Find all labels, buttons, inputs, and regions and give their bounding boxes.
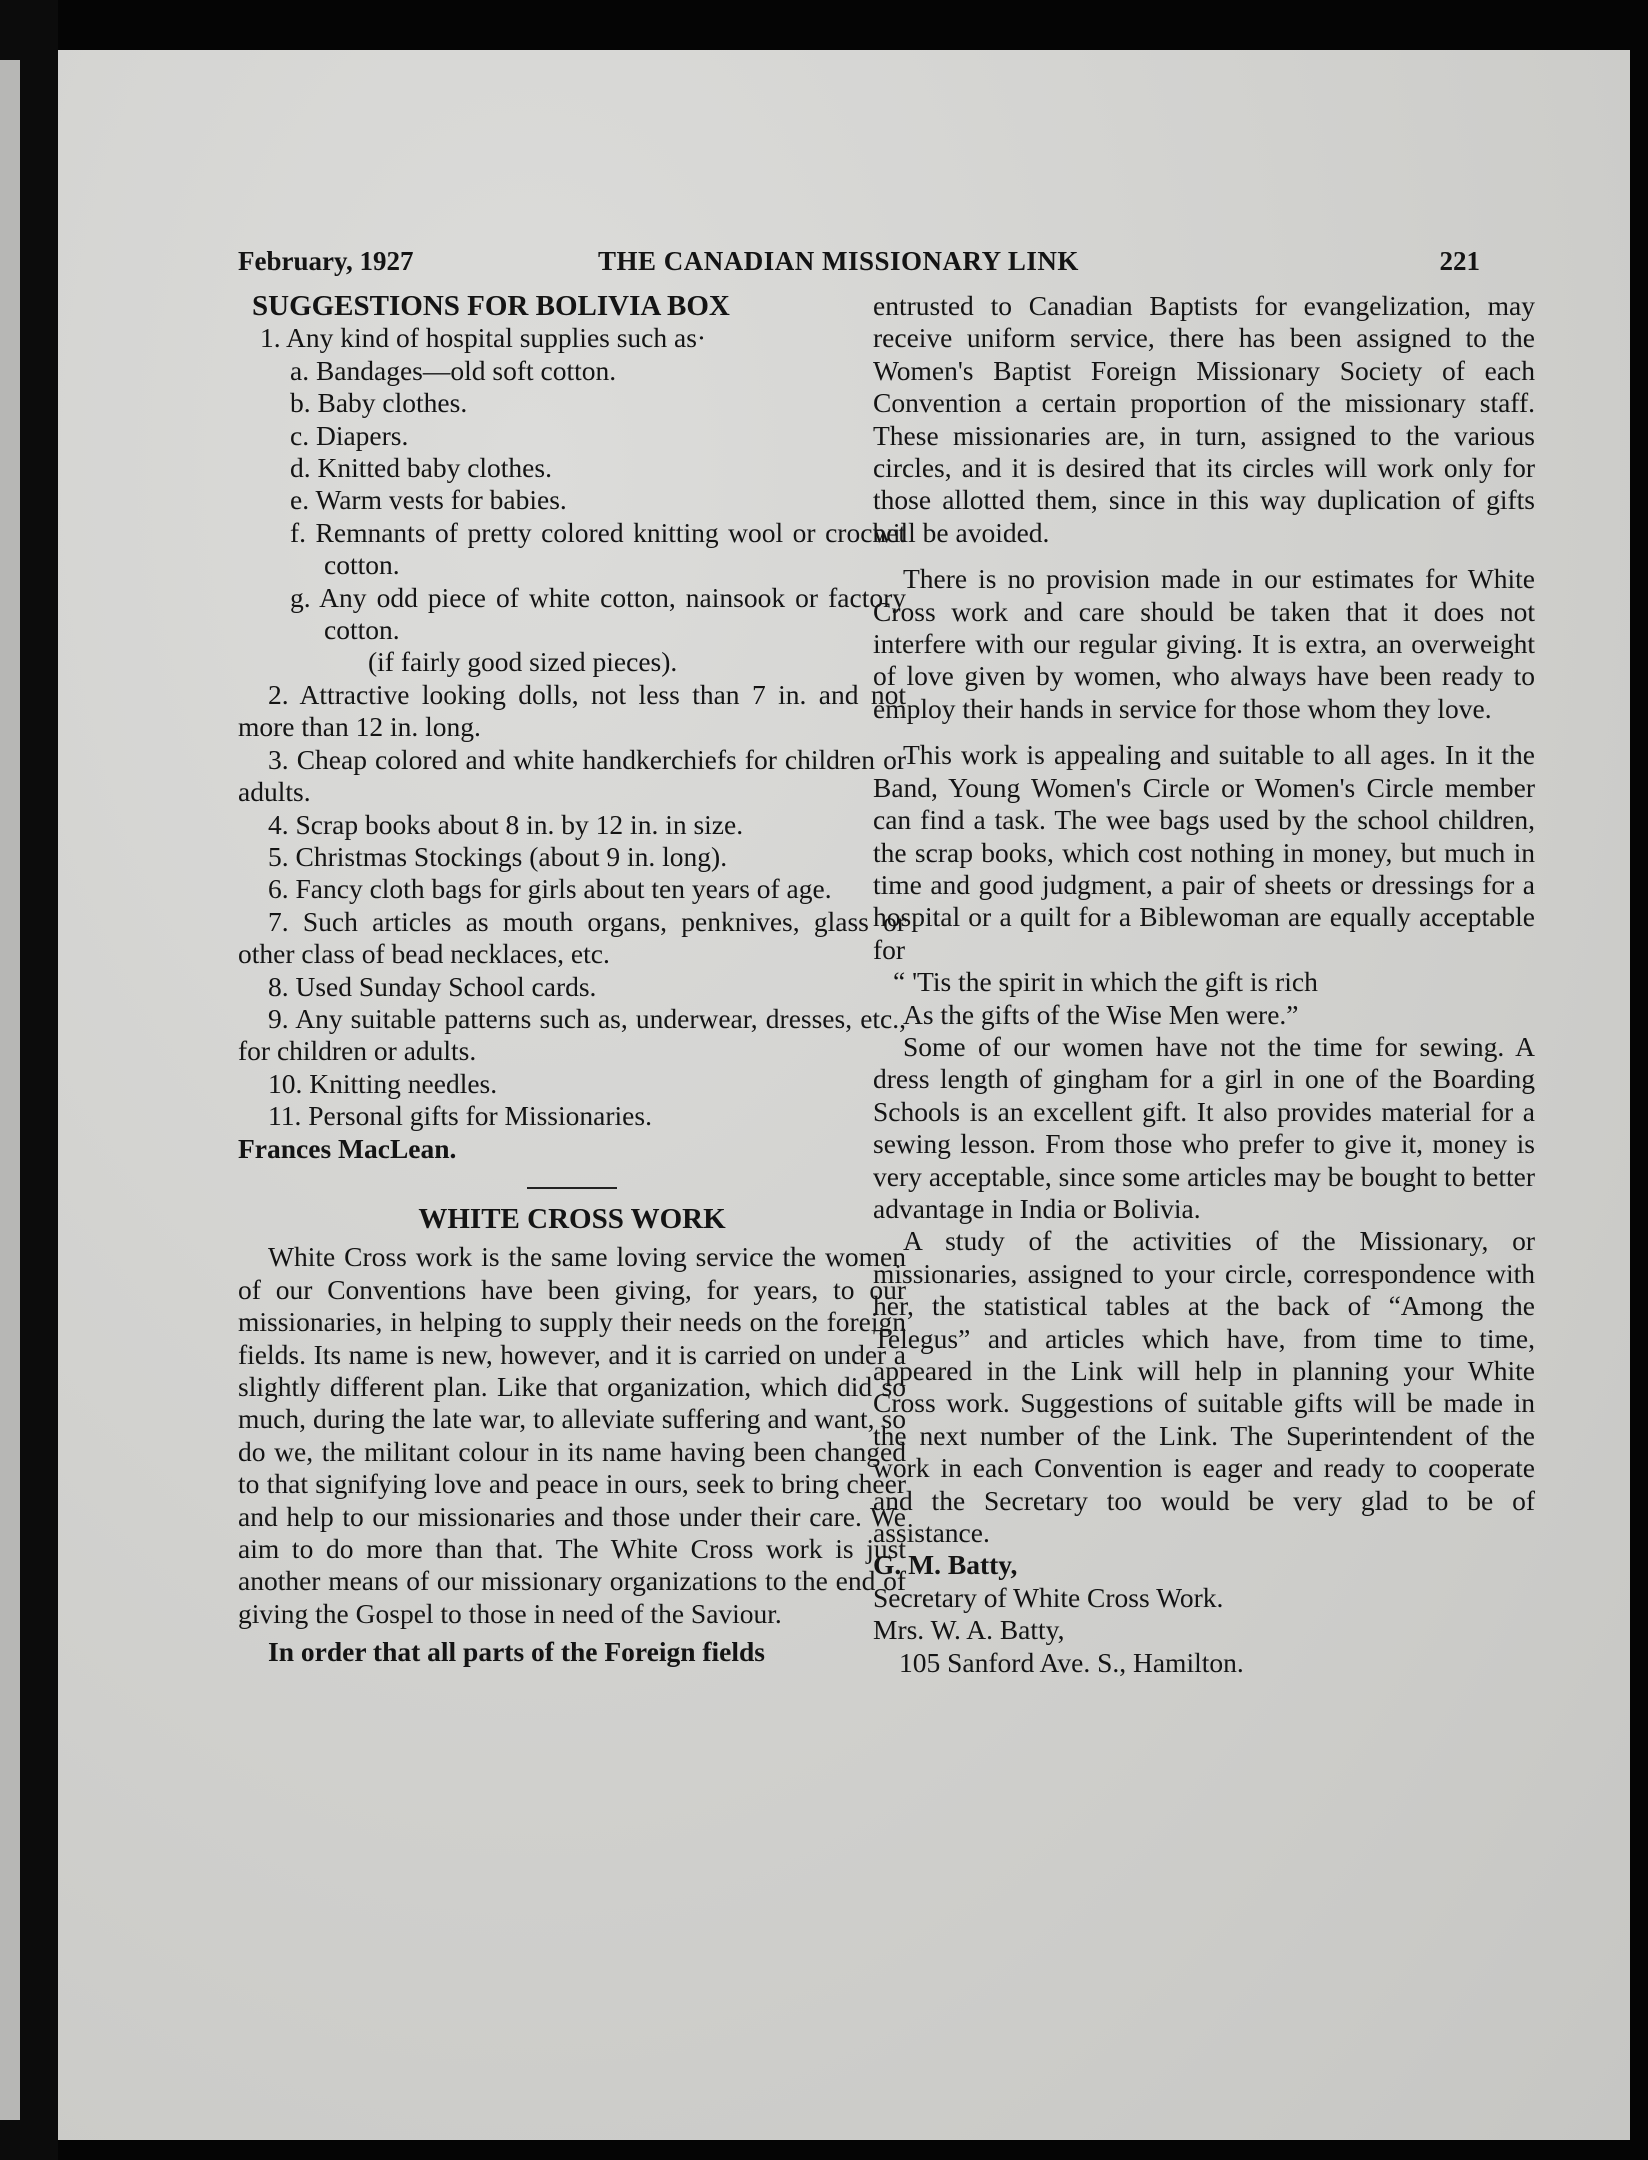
- section-divider: [527, 1187, 617, 1189]
- list-item: 8. Used Sunday School cards.: [268, 970, 597, 1002]
- address-street: 105 Sanford Ave. S., Hamilton.: [899, 1646, 1244, 1678]
- white-cross-para-2-start: [238, 1636, 906, 1668]
- bolivia-item-1: 1. Any kind of hospital supplies such as·: [260, 322, 707, 354]
- white-cross-para-4: This work is appealing and suitable to all ages. In it the Band, Young Women's Circle or Women's Circle member can find a task. The wee bags used by the school children, the scrap books, which cost nothing in money, but much in time and good judgment, a pair of sheets or dressings for a hospital or a quilt for a Biblewoman are equally acceptable for: [873, 739, 1535, 965]
- white-cross-para-6: A study of the activities of the Missionary, or missionaries, assigned to your circle, correspondence with her, the statistical tables at the back of “Among the Telegus” and articles which have, from time to time, appeared in the Link will help in planning your White Cross work. Suggestions of suitable gifts will be made in the next number of the Link. The Superintendent of the work in each Convention is eager and ready to cooperate and the Secretary too would be very glad to be of assistance.: [873, 1225, 1535, 1549]
- bolivia-signature: Frances MacLean.: [238, 1132, 457, 1164]
- journal-title: THE CANADIAN MISSIONARY LINK: [598, 246, 1079, 276]
- issue-date: February, 1927: [238, 246, 414, 276]
- white-cross-para-3: There is no provision made in our estimates for White Cross work and care should be taken that it does not interfere with our regular giving. It is extra, an overweight of love given by women, who always have been ready to employ their hands in service for those whom they love.: [873, 563, 1535, 724]
- white-cross-para-2-continued: entrusted to Canadian Baptists for evangelization, may receive uniform service, there has been assigned to the Women's Baptist Foreign Missionary Society of each Convention a certain proportion of the missionary staff. These missionaries are, in turn, assigned to the various circles, and it is desired that its circles will work only for those allotted them, since in this way duplication of gifts will be avoided.: [873, 290, 1535, 548]
- right-column: [873, 290, 1535, 1679]
- bolivia-heading: SUGGESTIONS FOR BOLIVIA BOX: [252, 290, 730, 322]
- list-item: g. Any odd piece of white cotton, nainsook or factory cotton.: [290, 581, 906, 646]
- list-item: 7. Such articles as mouth organs, penknives, glass or other class of bead necklaces, etc.: [238, 905, 906, 970]
- left-column: [238, 290, 906, 1669]
- white-cross-heading: WHITE CROSS WORK: [418, 1202, 726, 1235]
- list-item: d. Knitted baby clothes.: [290, 452, 552, 484]
- quote-line-1: “ 'Tis the spirit in which the gift is rich: [893, 966, 1318, 998]
- list-item: b. Baby clothes.: [290, 387, 468, 419]
- bolivia-sub-items: [238, 355, 906, 647]
- sub-note: (if fairly good sized pieces).: [368, 646, 678, 678]
- list-item: e. Warm vests for babies.: [290, 484, 567, 516]
- list-item: 6. Fancy cloth bags for girls about ten years of age.: [268, 873, 832, 905]
- page-edge-strip: [0, 60, 20, 2120]
- white-cross-para-1: White Cross work is the same loving service the women of our Conventions have been giving, for years, to our missionaries, in helping to supply their needs on the foreign fields. Its name is new, however, and it is carried on under a slightly different plan. Like that organization, which did so much, during the late war, to alleviate suffering and want, so do we, the militant colour in its name having been changed to that signifying love and peace in ours, seek to bring cheer and help to our missionaries and those under their care. We aim to do more than that. The White Cross work is just another means of our missionary organizations to the end of giving the Gospel to those in need of the Saviour.: [238, 1241, 906, 1629]
- list-item: 4. Scrap books about 8 in. by 12 in. in size.: [268, 808, 744, 840]
- list-item: 3. Cheap colored and white handkerchiefs for children or adults.: [238, 743, 906, 808]
- list-item: 9. Any suitable patterns such as, underwear, dresses, etc., for children or adults.: [238, 1002, 906, 1067]
- signature-title: Secretary of White Cross Work.: [873, 1581, 1224, 1613]
- signature-name: G. M. Batty,: [873, 1549, 1018, 1581]
- address-name: Mrs. W. A. Batty,: [873, 1614, 1065, 1646]
- magazine-page: [58, 50, 1630, 2140]
- list-item: 5. Christmas Stockings (about 9 in. long).: [268, 840, 728, 872]
- white-cross-para-5: Some of our women have not the time for sewing. A dress length of gingham for a girl in one of the Boarding Schools is an excellent gift. It also provides material for a sewing lesson. From those who prefer to give it, money is very acceptable, since some articles may be bought to better advantage in India or Bolivia.: [873, 1030, 1535, 1224]
- running-header: [58, 246, 1630, 286]
- list-item: c. Diapers.: [290, 419, 409, 451]
- list-item: f. Remnants of pretty colored knitting wool or crochet cotton.: [290, 516, 906, 581]
- page-number: 221: [1439, 246, 1480, 276]
- para-2-lead: In order that all parts of the Foreign fields: [268, 1636, 766, 1668]
- list-item: 2. Attractive looking dolls, not less than 7 in. and not more than 12 in. long.: [238, 678, 906, 743]
- list-item: 10. Knitting needles.: [268, 1067, 498, 1099]
- list-item: 11. Personal gifts for Missionaries.: [268, 1100, 652, 1132]
- quote-line-2: As the gifts of the Wise Men were.”: [903, 998, 1299, 1030]
- list-item: a. Bandages—old soft cotton.: [290, 354, 617, 386]
